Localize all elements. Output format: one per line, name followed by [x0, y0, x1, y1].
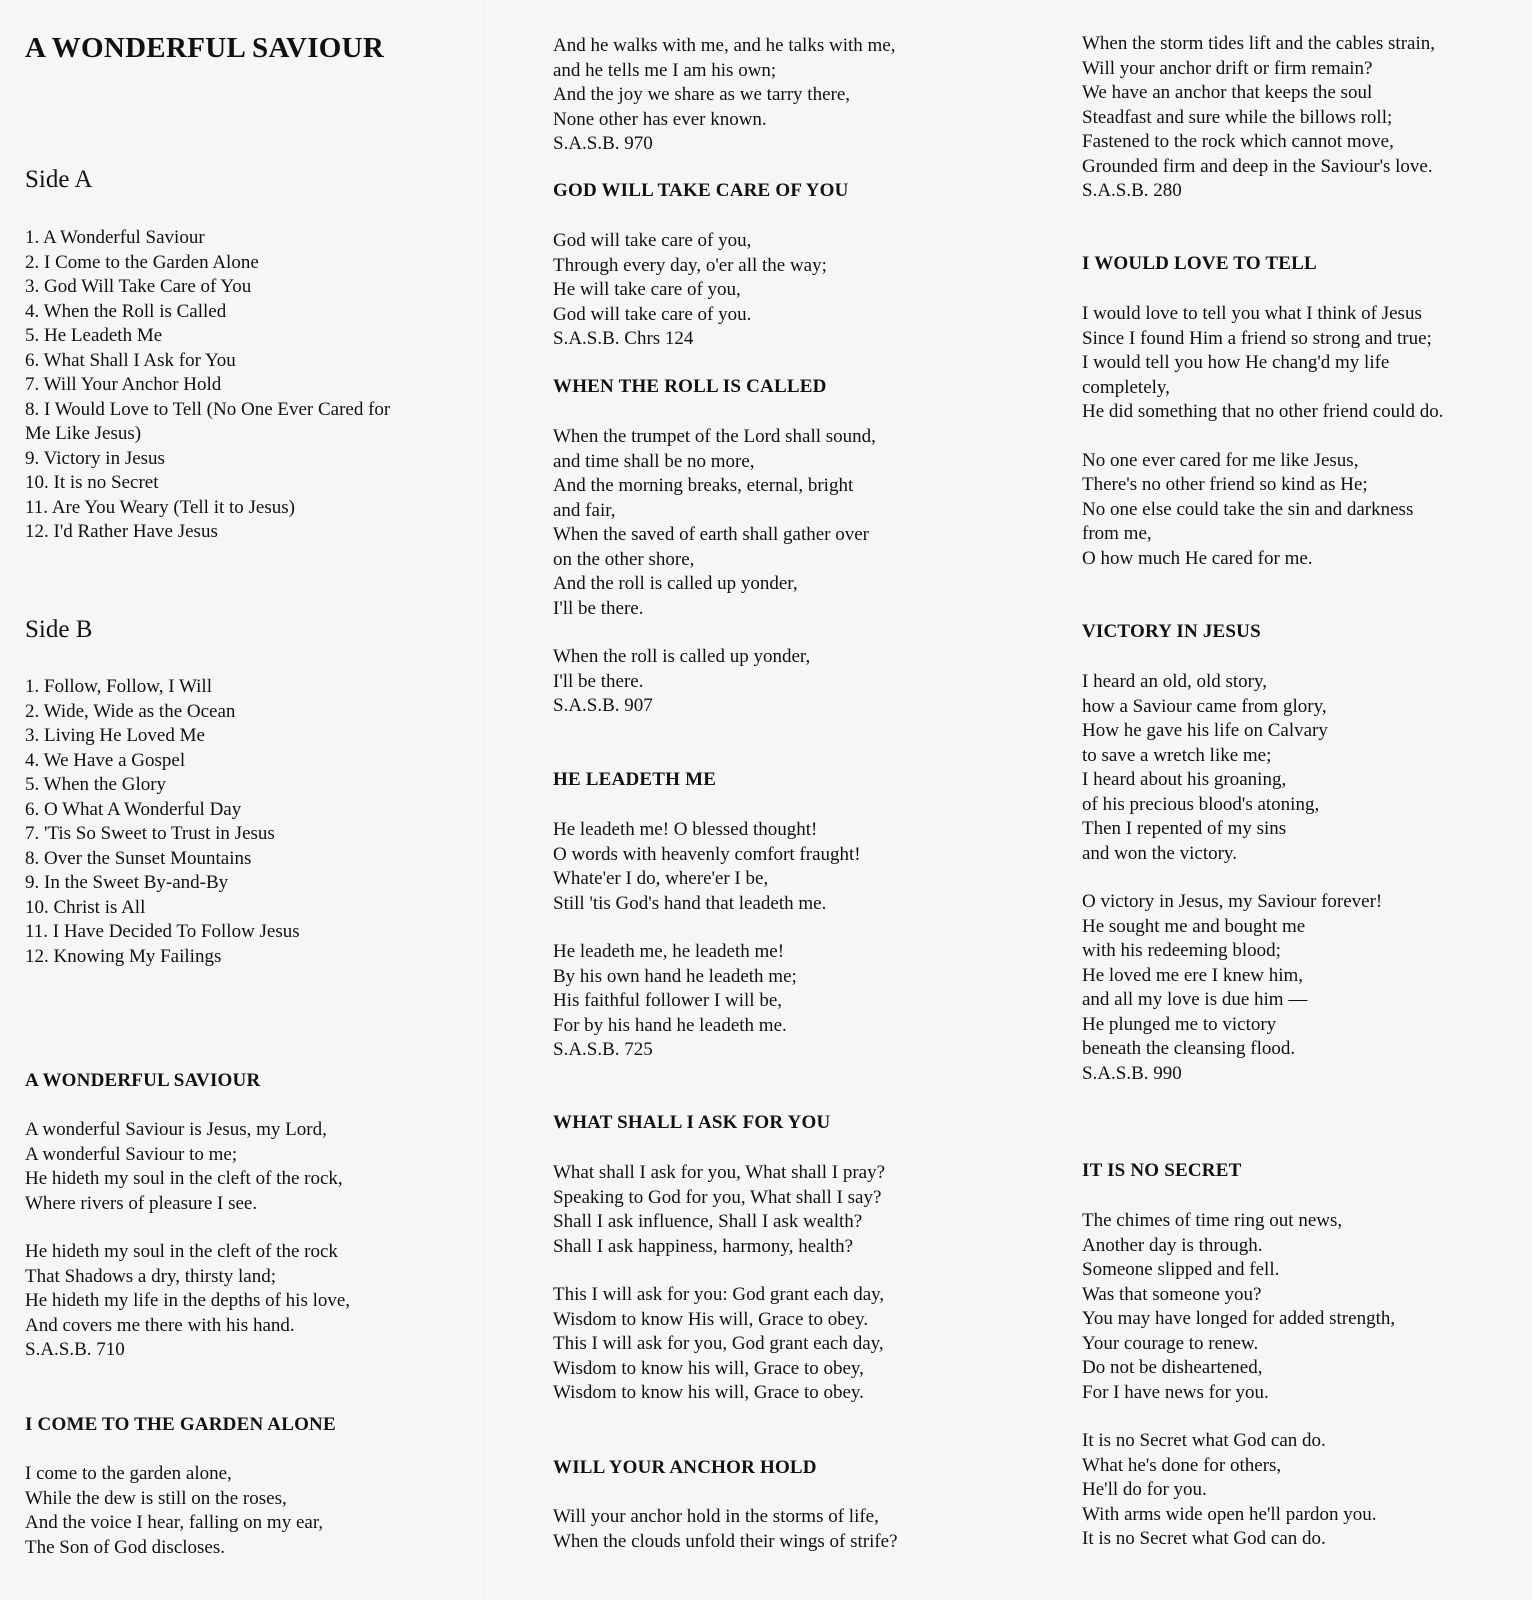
- hymn-line: He will take care of you,: [553, 279, 741, 300]
- hymn-line: from me,: [1082, 523, 1152, 544]
- hymn-line: He leadeth me! O blessed thought!: [553, 819, 818, 840]
- track-item: 1. Follow, Follow, I Will: [25, 676, 212, 697]
- hymn-line: When the clouds unfold their wings of strife?: [553, 1530, 898, 1552]
- hymn-heading-roll-called: WHEN THE ROLL IS CALLED: [553, 376, 827, 397]
- hymn-line: He hideth my life in the depths of his love,: [25, 1290, 351, 1311]
- hymn-line: And the voice I hear, falling on my ear,: [25, 1512, 324, 1533]
- hymn-line: Still 'tis God's hand that leadeth me.: [553, 892, 827, 914]
- hymn-line: O how much He cared for me.: [1082, 547, 1313, 569]
- hymn-heading-victory: VICTORY IN JESUS: [1082, 621, 1261, 642]
- hymn-line: When the saved of earth shall gather over: [553, 524, 870, 545]
- hymn-line: A wonderful Saviour is Jesus, my Lord,: [25, 1119, 327, 1140]
- hymn-line: Grounded firm and deep in the Saviour's love.: [1082, 155, 1433, 177]
- hymn-reference: S.A.S.B. 280: [1082, 180, 1182, 201]
- hymn-line: of his precious blood's atoning,: [1082, 793, 1320, 815]
- hymn-text-anchor-hold: [553, 1505, 898, 1554]
- hymn-line: Shall I ask happiness, harmony, health?: [553, 1235, 854, 1257]
- hymn-line: Will your anchor drift or firm remain?: [1082, 57, 1373, 79]
- hymn-heading-take-care: GOD WILL TAKE CARE OF YOU: [553, 180, 849, 201]
- hymn-line: and won the victory.: [1082, 842, 1237, 864]
- hymn-text-victory: [1082, 670, 1382, 1086]
- hymn-line: Do not be disheartened,: [1082, 1357, 1263, 1378]
- fold-line-right: [1058, 0, 1060, 1600]
- hymn-line: None other has ever known.: [553, 108, 767, 130]
- hymn-text-ask-for-you: [553, 1161, 885, 1406]
- hymn-line: I heard an old, old story,: [1082, 671, 1268, 692]
- hymn-line: Wisdom to know his will, Grace to obey.: [553, 1382, 864, 1403]
- hymn-text-no-secret: [1082, 1209, 1395, 1552]
- hymn-line: He leadeth me, he leadeth me!: [553, 941, 785, 962]
- hymn-line: and time shall be no more,: [553, 450, 755, 472]
- side-a-track-list: [25, 226, 390, 545]
- hymn-reference: S.A.S.B. 990: [1082, 1062, 1182, 1084]
- hymn-line: Steadfast and sure while the billows roll;: [1082, 106, 1393, 128]
- hymn-line: Another day is through.: [1082, 1234, 1263, 1256]
- track-item: 12. I'd Rather Have Jesus: [25, 521, 218, 542]
- track-item: 11. I Have Decided To Follow Jesus: [25, 921, 300, 942]
- hymn-line: beneath the cleansing flood.: [1082, 1038, 1296, 1059]
- hymn-line: By his own hand he leadeth me;: [553, 965, 797, 987]
- hymn-line: how a Saviour came from glory,: [1082, 695, 1327, 717]
- hymn-line: Wisdom to know his will, Grace to obey,: [553, 1357, 864, 1379]
- hymn-line: God will take care of you.: [553, 303, 752, 325]
- hymn-line: God will take care of you,: [553, 230, 752, 251]
- hymn-line: It is no Secret what God can do.: [1082, 1430, 1326, 1451]
- hymn-line: Fastened to the rock which cannot move,: [1082, 131, 1394, 152]
- track-item: 12. Knowing My Failings: [25, 945, 222, 967]
- hymn-line: Then I repented of my sins: [1082, 818, 1287, 839]
- hymn-line: I would love to tell you what I think of Jesus: [1082, 303, 1422, 324]
- track-item: 3. God Will Take Care of You: [25, 276, 252, 297]
- hymn-line: He sought me and bought me: [1082, 915, 1306, 937]
- side-b-heading: Side B: [25, 616, 93, 643]
- hymn-line: We have an anchor that keeps the soul: [1082, 82, 1373, 103]
- track-item: 2. I Come to the Garden Alone: [25, 251, 259, 273]
- hymn-reference: S.A.S.B. 710: [25, 1339, 125, 1360]
- hymn-line: This I will ask for you, God grant each day,: [553, 1333, 884, 1354]
- hymn-line: O words with heavenly comfort fraught!: [553, 843, 861, 865]
- hymn-line: completely,: [1082, 376, 1170, 398]
- hymn-line: with his redeeming blood;: [1082, 940, 1281, 961]
- hymn-text-roll-called: [553, 425, 876, 719]
- hymn-line: How he gave his life on Calvary: [1082, 720, 1328, 741]
- hymn-line: His faithful follower I will be,: [553, 990, 783, 1011]
- track-item: 6. What Shall I Ask for You: [25, 349, 236, 371]
- hymn-line: For I have news for you.: [1082, 1381, 1269, 1403]
- track-item: 6. O What A Wonderful Day: [25, 798, 242, 820]
- hymn-heading-garden-alone: I COME TO THE GARDEN ALONE: [25, 1414, 336, 1435]
- hymn-line: The Son of God discloses.: [25, 1536, 226, 1558]
- hymn-line: No one else could take the sin and darkness: [1082, 498, 1414, 520]
- hymn-line: He hideth my soul in the cleft of the rock,: [25, 1168, 343, 1189]
- hymn-line: No one ever cared for me like Jesus,: [1082, 449, 1359, 471]
- hymn-line: Through every day, o'er all the way;: [553, 254, 827, 276]
- hymn-line: When the roll is called up yonder,: [553, 646, 811, 667]
- hymn-line: Whate'er I do, where'er I be,: [553, 868, 769, 889]
- hymn-line: Will your anchor hold in the storms of life,: [553, 1506, 879, 1527]
- hymn-line: Speaking to God for you, What shall I say?: [553, 1186, 882, 1208]
- hymn-line: What he's done for others,: [1082, 1454, 1282, 1476]
- track-item: 5. When the Glory: [25, 774, 167, 795]
- fold-line-left: [484, 0, 486, 1600]
- hymn-line: and fair,: [553, 499, 616, 521]
- side-a-heading: Side A: [25, 166, 93, 193]
- track-item: 8. I Would Love to Tell (No One Ever Cared for: [25, 398, 391, 420]
- track-item: 4. We Have a Gospel: [25, 749, 186, 771]
- hymn-line: A wonderful Saviour to me;: [25, 1143, 238, 1165]
- hymn-text-love-to-tell: [1082, 302, 1443, 571]
- hymn-line: Since I found Him a friend so strong and true;: [1082, 327, 1432, 349]
- hymn-heading-wonderful-saviour: A WONDERFUL SAVIOUR: [25, 1070, 261, 1091]
- hymn-reference: S.A.S.B. Chrs 124: [553, 328, 694, 349]
- hymn-line: And the morning breaks, eternal, bright: [553, 475, 854, 496]
- hymn-line: And the roll is called up yonder,: [553, 573, 798, 594]
- hymn-line: on the other shore,: [553, 548, 695, 570]
- hymn-line: He plunged me to victory: [1082, 1013, 1277, 1035]
- hymn-line: It is no Secret what God can do.: [1082, 1528, 1326, 1549]
- hymn-heading-leadeth-me: HE LEADETH ME: [553, 769, 717, 790]
- hymn-line: I come to the garden alone,: [25, 1463, 232, 1484]
- track-item: 8. Over the Sunset Mountains: [25, 847, 252, 869]
- hymn-line: When the storm tides lift and the cables strain,: [1082, 33, 1435, 54]
- hymn-heading-anchor-hold: WILL YOUR ANCHOR HOLD: [553, 1457, 817, 1478]
- hymn-heading-no-secret: IT IS NO SECRET: [1082, 1160, 1242, 1181]
- hymn-line: What shall I ask for you, What shall I pray?: [553, 1162, 886, 1183]
- hymn-line: and he tells me I am his own;: [553, 59, 777, 81]
- track-item: 7. Will Your Anchor Hold: [25, 374, 222, 395]
- track-item: 10. It is no Secret: [25, 472, 159, 493]
- hymn-line: Someone slipped and fell.: [1082, 1259, 1280, 1280]
- hymn-line: There's no other friend so kind as He;: [1082, 474, 1368, 495]
- hymn-line: I heard about his groaning,: [1082, 769, 1287, 790]
- hymn-heading-ask-for-you: WHAT SHALL I ASK FOR YOU: [553, 1112, 831, 1133]
- hymn-text-leadeth-me: [553, 818, 861, 1063]
- side-b-track-list: [25, 675, 300, 969]
- hymn-line: He hideth my soul in the cleft of the rock: [25, 1241, 338, 1262]
- track-item: Me Like Jesus): [25, 423, 142, 444]
- hymn-reference: S.A.S.B. 725: [553, 1039, 653, 1060]
- hymn-line: Shall I ask influence, Shall I ask wealth?: [553, 1211, 863, 1232]
- hymn-line: And covers me there with his hand.: [25, 1314, 295, 1336]
- hymn-text-garden-alone: [25, 1462, 323, 1560]
- hymn-line: He loved me ere I knew him,: [1082, 964, 1304, 986]
- hymn-line: to save a wretch like me;: [1082, 744, 1272, 766]
- hymn-line: For by his hand he leadeth me.: [553, 1014, 787, 1036]
- hymn-line: When the trumpet of the Lord shall sound,: [553, 426, 876, 447]
- hymn-line: Where rivers of pleasure I see.: [25, 1192, 258, 1214]
- hymn-line: O victory in Jesus, my Saviour forever!: [1082, 891, 1383, 912]
- hymn-text-anchor-hold-cont: [1082, 32, 1435, 204]
- hymn-text-take-care: [553, 229, 827, 352]
- hymn-line: I'll be there.: [553, 670, 644, 692]
- hymn-line: That Shadows a dry, thirsty land;: [25, 1265, 277, 1287]
- track-item: 1. A Wonderful Saviour: [25, 227, 205, 248]
- hymn-line: You may have longed for added strength,: [1082, 1308, 1396, 1329]
- hymn-line: He did something that no other friend could do.: [1082, 401, 1444, 422]
- hymn-line: Wisdom to know His will, Grace to obey.: [553, 1308, 869, 1330]
- track-item: 10. Christ is All: [25, 896, 146, 918]
- hymn-line: Your courage to renew.: [1082, 1332, 1259, 1354]
- hymn-text-wonderful-saviour: [25, 1118, 350, 1363]
- track-item: 3. Living He Loved Me: [25, 725, 205, 746]
- track-item: 5. He Leadeth Me: [25, 325, 163, 346]
- hymn-line: He'll do for you.: [1082, 1479, 1207, 1500]
- track-item: 11. Are You Weary (Tell it to Jesus): [25, 496, 295, 518]
- hymn-text-garden-alone-cont: [553, 34, 895, 157]
- track-item: 9. Victory in Jesus: [25, 447, 165, 469]
- hymn-line: The chimes of time ring out news,: [1082, 1210, 1343, 1231]
- track-item: 4. When the Roll is Called: [25, 300, 227, 322]
- hymn-line: and all my love is due him —: [1082, 989, 1308, 1010]
- hymn-line: And he walks with me, and he talks with me,: [553, 35, 896, 56]
- hymn-reference: S.A.S.B. 907: [553, 695, 653, 716]
- hymn-reference: S.A.S.B. 970: [553, 133, 653, 154]
- hymn-line: While the dew is still on the roses,: [25, 1487, 287, 1509]
- track-item: 7. 'Tis So Sweet to Trust in Jesus: [25, 823, 275, 844]
- page-title: A WONDERFUL SAVIOUR: [25, 32, 385, 64]
- track-item: 2. Wide, Wide as the Ocean: [25, 700, 236, 722]
- hymn-line: This I will ask for you: God grant each day,: [553, 1284, 885, 1305]
- hymn-line: Was that someone you?: [1082, 1283, 1262, 1305]
- hymn-line: I would tell you how He chang'd my life: [1082, 352, 1390, 373]
- hymn-line: I'll be there.: [553, 597, 644, 619]
- hymn-line: With arms wide open he'll pardon you.: [1082, 1503, 1377, 1525]
- track-item: 9. In the Sweet By-and-By: [25, 872, 229, 893]
- hymn-heading-love-to-tell: I WOULD LOVE TO TELL: [1082, 253, 1317, 274]
- hymn-line: And the joy we share as we tarry there,: [553, 84, 851, 105]
